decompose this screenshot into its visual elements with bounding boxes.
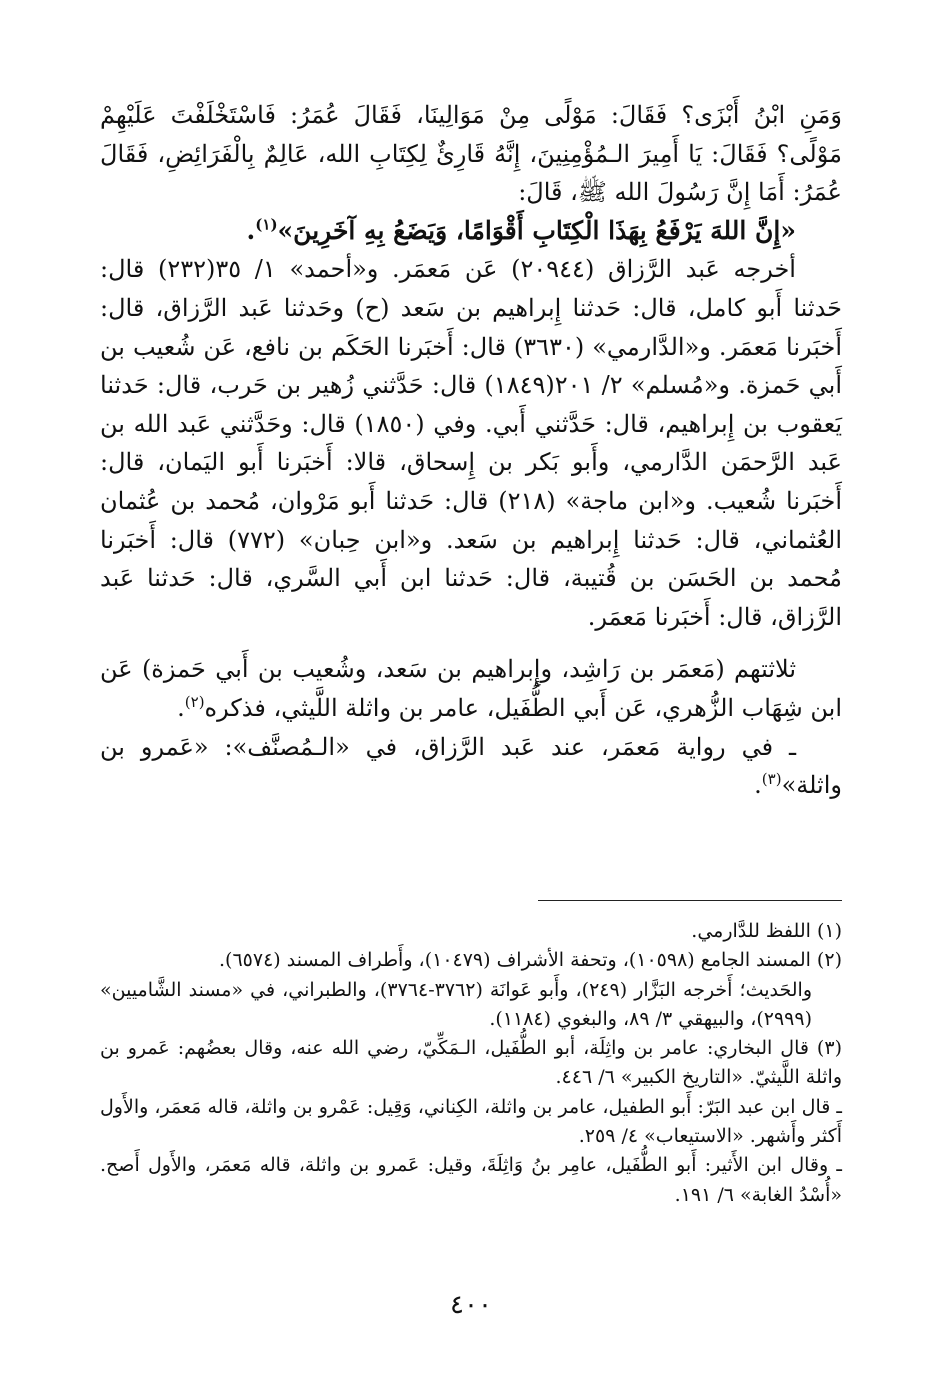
- hadith-text: [100, 212, 842, 251]
- end-dot: .: [754, 771, 762, 800]
- takhrij-text: أخرجه عَبد الرَّزاق (٢٠٩٤٤) عَن مَعمَر. و«أحمد» ١/ ٣٥(٢٣٢) قال: حَدثنا أَبو كامل، قال: حَدثنا إِبراهيم بن سَعد (ح) وحَدثنا عَبد الرَّزاق، قال: أَخبَرنا مَعمَر. و«الدَّارمي» (٣٦٣٠) قال: أَخبَرنا الحَكَم بن نافع، عَن شُعيب بن أَبي حَمزة. و«مُسلم» ٢/ ٢٠١(١٨٤٩) قال: حَدَّثني زُهير بن حَرب، قال: حَدثنا يَعقوب بن إِبراهيم، قال: حَدَّثني أَبي. وفي (١٨٥٠) قال: وحَدَّثني عَبد الله بن عَبد الرَّحمَن الدَّارمي، وأَبو بَكر بن إِسحاق، قالا: أَخبَرنا أَبو اليَمان، قال: أَخبَرنا شُعيب. و«ابن ماجة» (٢١٨) قال: حَدثنا أَبو مَرْوان، مُحمد بن عُثمان العُثماني، قال: حَدثنا إِبراهيم بن سَعد. و«ابن حِبان» (٧٧٢) قال: أَخبَرنا مُحمد بن الحَسَن بن قُتيبة، قال: حَدثنا ابن أَبي السَّري، قال: حَدثنا عَبد الرَّزاق، قال: أَخبَرنا مَعمَر.: [100, 255, 843, 631]
- footnote-2: (٢) المسند الجامع (١٠٥٩٨)، وتحفة الأشراف (١٠٤٧٩)، وأَطراف المسند (٦٥٧٤).: [219, 949, 842, 972]
- footnote-2-continuation: والحَديث؛ أَخرجه البَزَّار (٢٤٩)، وأَبو عَوانَة (٣٧٦٢-٣٧٦٤)، والطبراني، في «مسند الشَّاميين» (٢٩٩٩)، والبيهقي ٣/ ٨٩، والبغوي (١١٨٤).: [100, 978, 813, 1030]
- narration-paragraph: [100, 96, 842, 212]
- isnad-text: ثلاثتهم (مَعمَر بن رَاشِد، وإِبراهيم بن سَعد، وشُعيب بن أَبي حَمزة) عَن ابن شِهَاب الزُّهري، عَن أَبي الطُّفَيل، عامر بن واثلة اللَّيثي، فذكره: [100, 655, 842, 722]
- footnote-divider: [538, 900, 842, 901]
- isnad-paragraph: [100, 650, 842, 727]
- variant-paragraph: [100, 728, 842, 805]
- hadith-quote: «إِنَّ اللهَ يَرْفَعُ بِهَذَا الْكِتَابِ أَقْوَامًا، وَيَضَعُ بِهِ آخَرِينَ»: [277, 215, 796, 245]
- footnote-3: (٣) قال البخاري: عامر بن واثِلَة، أبو الطُّفَيل، الـمَكِّيّ، رضي الله عنه، وقال بعضُهم: عَمرو بن واثلة اللَّيثيّ. «التاريخ الكبير» ٦/ ٤٤٦.: [100, 1037, 842, 1089]
- footnote-3-ibn-abd-al-barr: ـ قال ابن عبد البَرّ: أَبو الطفيل، عامر بن واثلة، الكِناني، وَقِيل: عَمْرو بن واثلة، قاله مَعمَر، والأَول أَكثر وأَشهر. «الاستيعاب» ٤/ ٢٥٩.: [100, 1095, 842, 1148]
- narration-text: وَمَنِ ابْنُ أَبْزَى؟ فَقَالَ: مَوْلًى مِنْ مَوَالِينَا، فَقَالَ عُمَرُ: فَاسْتَخْلَفْتَ عَلَيْهِمْ مَوْلًى؟ فَقَالَ: يَا أَمِيرَ الـمُؤْمِنِينَ، إِنَّهُ قَارِئٌ لِكِتَابِ الله، عَالِمٌ بِالْفَرَائِضِ، فَقَالَ عُمَرُ: أَمَا إِنَّ رَسُولَ الله ﷺ، قَالَ:: [100, 101, 842, 207]
- variant-text: ـ في رواية مَعمَر، عند عَبد الرَّزاق، في «الـمُصنَّف»: «عَمرو بن واثلة»: [100, 732, 842, 800]
- footnote-1: (١) اللفظ للدَّارمي.: [691, 920, 842, 942]
- footnotes: [100, 917, 842, 1210]
- footnote-3-ibn-al-athir: ـ وقال ابن الأَثير: أَبو الطُّفَيل، عامِر بنُ وَاثِلَةَ، وقيل: عَمرو بن واثلة، قاله مَعمَر، والأَول أَصح. «أُسْدُ الغابة» ٦/ ١٩١.: [100, 1154, 842, 1206]
- end-dot: .: [246, 215, 256, 245]
- footnote-ref-1[interactable]: (١): [255, 215, 278, 234]
- main-text: [100, 96, 842, 805]
- page-number: ٤٠٠: [450, 1290, 492, 1320]
- footnote-ref-2[interactable]: (٢): [184, 692, 205, 711]
- end-dot: .: [177, 693, 185, 722]
- footnote-ref-3[interactable]: (٣): [761, 770, 782, 789]
- takhrij-paragraph: [100, 250, 842, 636]
